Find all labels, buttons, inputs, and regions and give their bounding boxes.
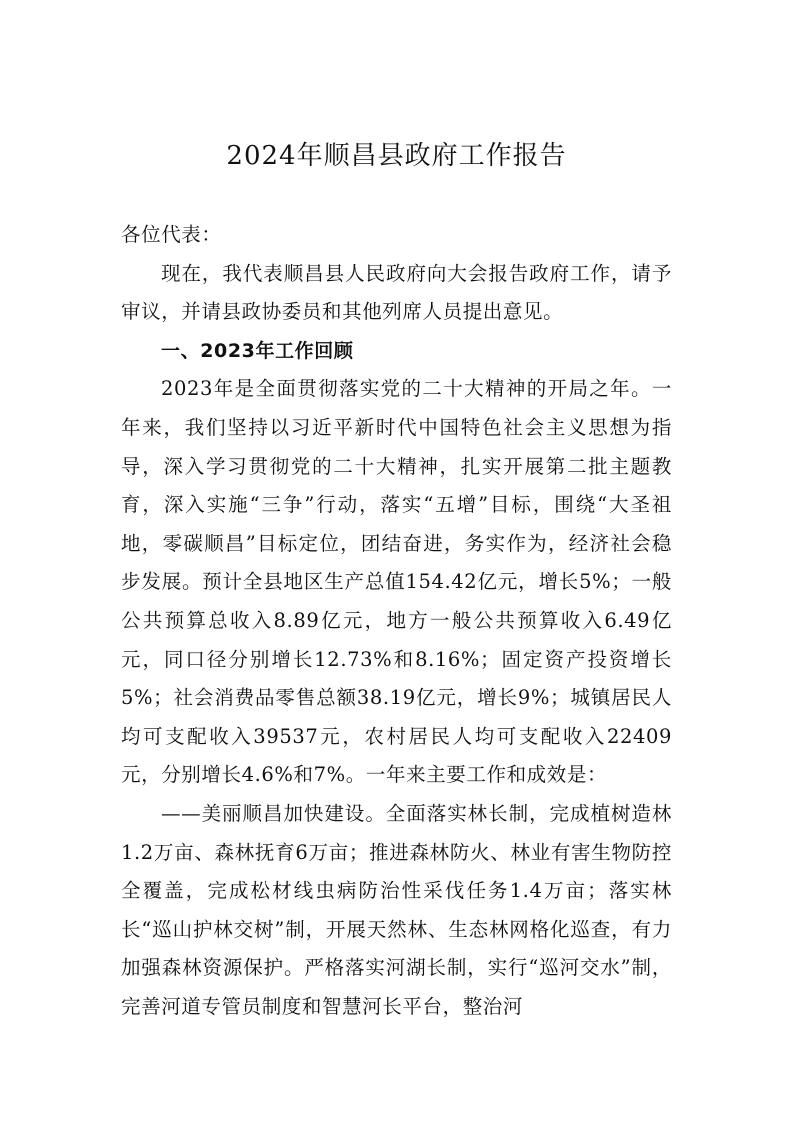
body-paragraph: 2023年是全面贯彻落实党的二十大精神的开局之年。一年来，我们坚持以习近平新时代中国特色社会主义思想为指导，深入学习贯彻党的二十大精神，扎实开展第二批主题教育，深入实施“三争”行动，落实“五增”目标，围绕“大圣祖地，零碳顺昌”目标定位，团结奋进，务实作为，经济社会稳步发展。预计全县地区生产总值154.42亿元，增长5%；一般公共预算总收入8.89亿元，地方一般公共预算收入6.49亿元，同口径分别增长12.73%和8.16%；固定资产投资增长5%；社会消费品零售总额38.19亿元，增长9%；城镇居民人均可支配收入39537元，农村居民人均可支配收入22409元，分别增长4.6%和7%。一年来主要工作和成效是： xyxy=(121,377,672,787)
body-paragraph: ——美丽顺昌加快建设。全面落实林长制，完成植树造林1.2万亩、森林抚育6万亩；推进森林防火、林业有害生物防控全覆盖，完成松材线虫病防治性采伐任务1.4万亩；落实林长“巡山护林交树”制，开展天然林、生态林网格化巡查，有力加强森林资源保护。严格落实河湖长制，实行“巡河交水”制，完善河道专管员制度和智慧河长平台，整治河 xyxy=(121,801,672,1018)
section-heading: 一、2023年工作回顾 xyxy=(161,339,354,362)
intro-paragraph: 现在，我代表顺昌县人民政府向大会报告政府工作，请予审议，并请县政协委员和其他列席人员提出意见。 xyxy=(121,261,672,324)
salutation: 各位代表： xyxy=(121,223,222,246)
document-body xyxy=(121,216,672,1026)
document-title: 2024年顺昌县政府工作报告 xyxy=(226,141,567,171)
